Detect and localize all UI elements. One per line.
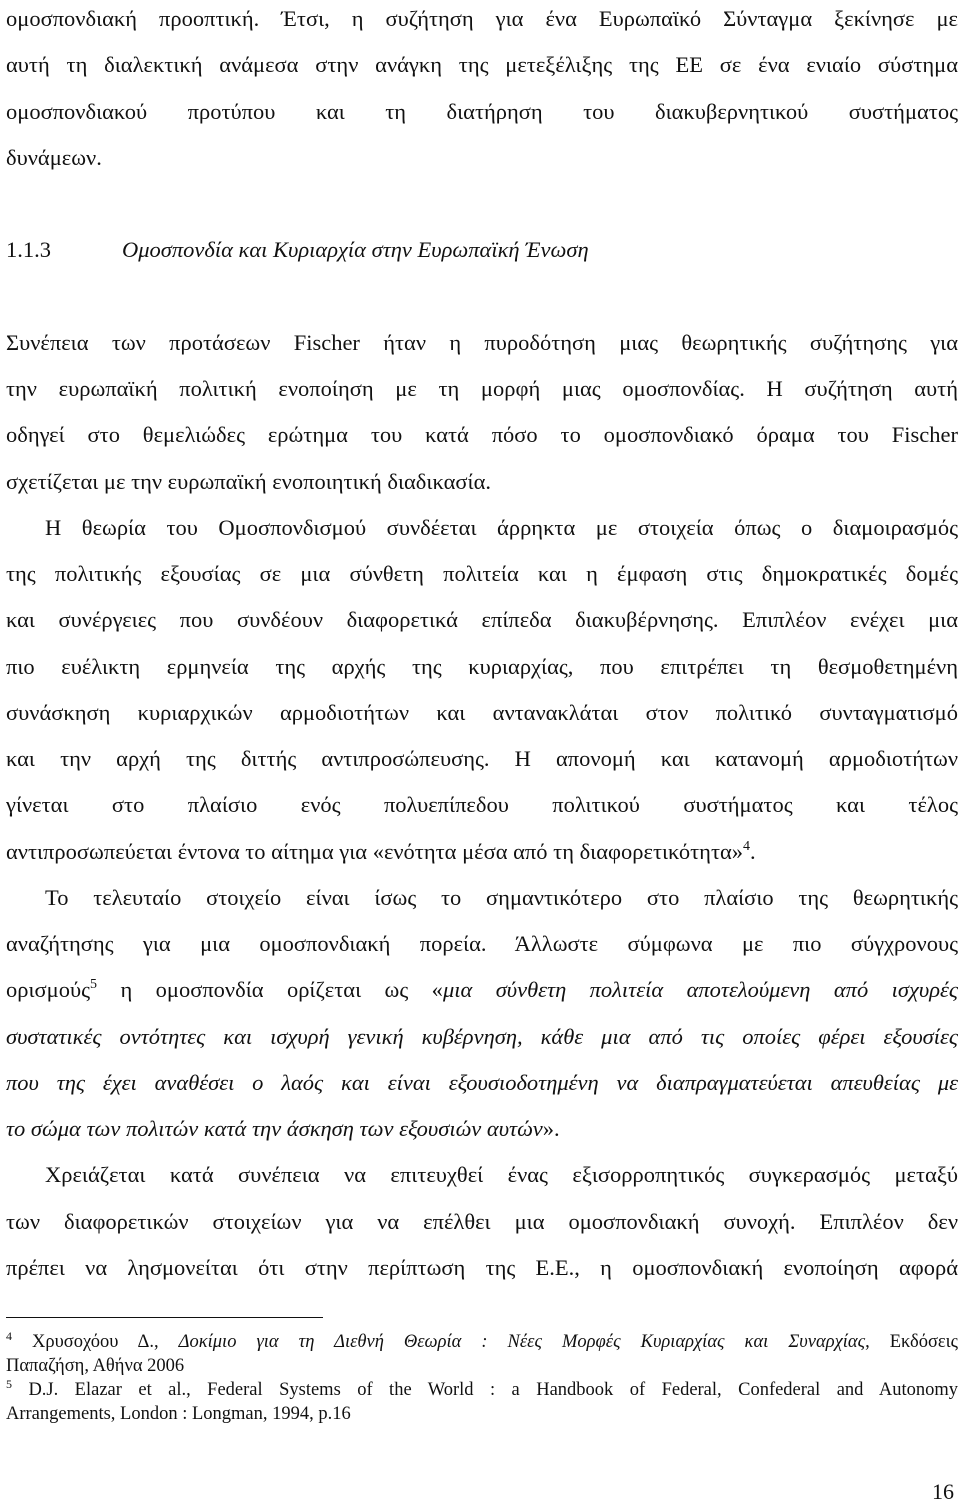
spacer — [6, 278, 958, 324]
body-line: αυτή τη διαλεκτική ανάμεσα στην ανάγκη της μετεξέλιξης της ΕΕ σε ένα ενιαίο σύστημα — [6, 52, 958, 78]
section-heading — [6, 231, 958, 277]
quote-text: που της έχει αναθέσει ο λαός και είναι εξουσιοδοτημένη να διαπραγματεύεται απευθείας με — [6, 1069, 958, 1095]
footnote-text: D.J. Elazar et al., Federal Systems of the World : a Handbook of Federal, Confederal and Autonomy — [12, 1380, 958, 1400]
body-line: Συνέπεια των προτάσεων Fischer ήταν η πυροδότηση μιας θεωρητικής συζήτησης για — [6, 329, 958, 355]
body-line: πιο ευέλικτη ερμηνεία της αρχής της κυριαρχίας, που επιτρέπει τη θεσμοθετημένη — [6, 653, 958, 679]
quote-line — [6, 1110, 958, 1156]
body-text-run: η ομοσπονδία ορίζεται ως « — [97, 977, 443, 1003]
body-line: των διαφορετικών στοιχείων για να επέλθει μια ομοσπονδιακή συνοχή. Επιπλέον δεν — [6, 1208, 958, 1234]
footnote-4 — [6, 1330, 958, 1354]
footnote-5-line2: Arrangements, London : Longman, 1994, p.16 — [6, 1404, 351, 1424]
quote-text: μια σύνθετη πολιτεία αποτελούμενη από ισχυρές — [442, 977, 958, 1003]
section-title: Ομοσπονδία και Κυριαρχία στην Ευρωπαϊκή Ένωση — [122, 237, 589, 263]
body-line: σχετίζεται με την ευρωπαϊκή ενοποιητική διαδικασία. — [6, 468, 491, 494]
body-line: πρέπει να λησμονείται ότι στην περίπτωση της Ε.Ε., η ομοσπονδιακή ενοποίηση αφορά — [6, 1254, 958, 1280]
spacer — [6, 185, 958, 231]
footnotes — [6, 1330, 958, 1426]
body-line: γίνεται στο πλαίσιο ενός πολυεπίπεδου πολιτικού συστήματος και τέλος — [6, 792, 958, 818]
body-line: δυνάμεων. — [6, 144, 102, 170]
quote-line — [6, 1018, 958, 1064]
body-line: συνάσκηση κυριαρχικών αρμοδιοτήτων και αντανακλάται στον πολιτικό συνταγματισμό — [6, 699, 958, 725]
body-text-run: . — [750, 838, 756, 864]
body-line: Η θεωρία του Ομοσπονδισμού συνδέεται άρρηκτα με στοιχεία όπως ο διαμοιρασμός — [45, 514, 958, 540]
body-line: οδηγεί στο θεμελιώδες ερώτημα του κατά πόσο το ομοσπονδιακό όραμα του Fischer — [6, 422, 958, 448]
body-text-run: αντιπροσωπεύεται έντονα το αίτημα για «ενότητα μέσα από τη διαφορετικότητα» — [6, 838, 744, 864]
body-line — [6, 971, 958, 1017]
body-line: της πολιτικής εξουσίας σε μια σύνθετη πολιτεία και η έμφαση στις δημοκρατικές δομές — [6, 561, 958, 586]
footnote-ref[interactable]: 5 — [90, 977, 98, 993]
quote-line — [6, 1064, 958, 1110]
footnote-4-line2: Παπαζήση, Αθήνα 2006 — [6, 1356, 185, 1376]
footnote-author: Χρυσοχόου Δ., — [12, 1332, 179, 1352]
footnote-mark: 4 — [6, 1330, 12, 1343]
body-line: Το τελευταίο στοιχείο είναι ίσως το σημαντικότερο στο πλαίσιο της θεωρητικής — [45, 884, 958, 910]
body-line: Χρειάζεται κατά συνέπεια να επιτευχθεί ένας εξισορροπητικός συγκερασμός μεταξύ — [45, 1162, 958, 1188]
footnote-mark: 5 — [6, 1378, 12, 1391]
footnote-5 — [6, 1378, 958, 1402]
body-line — [6, 833, 958, 879]
body-line: την ευρωπαϊκή πολιτική ενοποίηση με τη μορφή μιας ομοσπονδίας. Η συζήτηση αυτή — [6, 376, 958, 401]
footnote-publisher: , Εκδόσεις — [865, 1332, 958, 1352]
section-number: 1.1.3 — [6, 237, 51, 263]
quote-text: συστατικές οντότητες και ισχυρή γενική κυβέρνηση, κάθε μια από τις οποίες φέρει εξουσίες — [6, 1023, 958, 1049]
body-text-run: ». — [542, 1116, 560, 1141]
body-line: και την αρχή της διττής αντιπροσώπευσης. Η απονομή και κατανομή αρμοδιοτήτων — [6, 746, 958, 771]
footnote-ref[interactable]: 4 — [743, 838, 751, 854]
footnote-title: Δοκίμιο για τη Διεθνή Θεωρία : Νέες Μορφές Κυριαρχίας και Συναρχίας — [178, 1332, 866, 1352]
quote-text: το σώμα των πολιτών κατά την άσκηση των εξουσιών αυτών — [6, 1116, 543, 1141]
body-line: ομοσπονδιακή προοπτική. Έτσι, η συζήτηση για ένα Ευρωπαϊκό Σύνταγμα ξεκίνησε με — [6, 6, 958, 31]
body-line: και συνέργειες που συνδέουν διαφορετικά επίπεδα διακυβέρνησης. Επιπλέον ενέχει μια — [6, 607, 958, 633]
body-text — [6, 0, 958, 1295]
body-line: αναζήτησης για μια ομοσπονδιακή πορεία. Άλλωστε σύμφωνα με πιο σύγχρονους — [6, 931, 958, 956]
page-number: 16 — [932, 1479, 954, 1504]
body-line: ομοσπονδιακού προτύπου και τη διατήρηση του διακυβερνητικού συστήματος — [6, 98, 958, 124]
footnote-separator — [6, 1317, 323, 1318]
body-text-run: ορισμούς — [6, 977, 91, 1003]
